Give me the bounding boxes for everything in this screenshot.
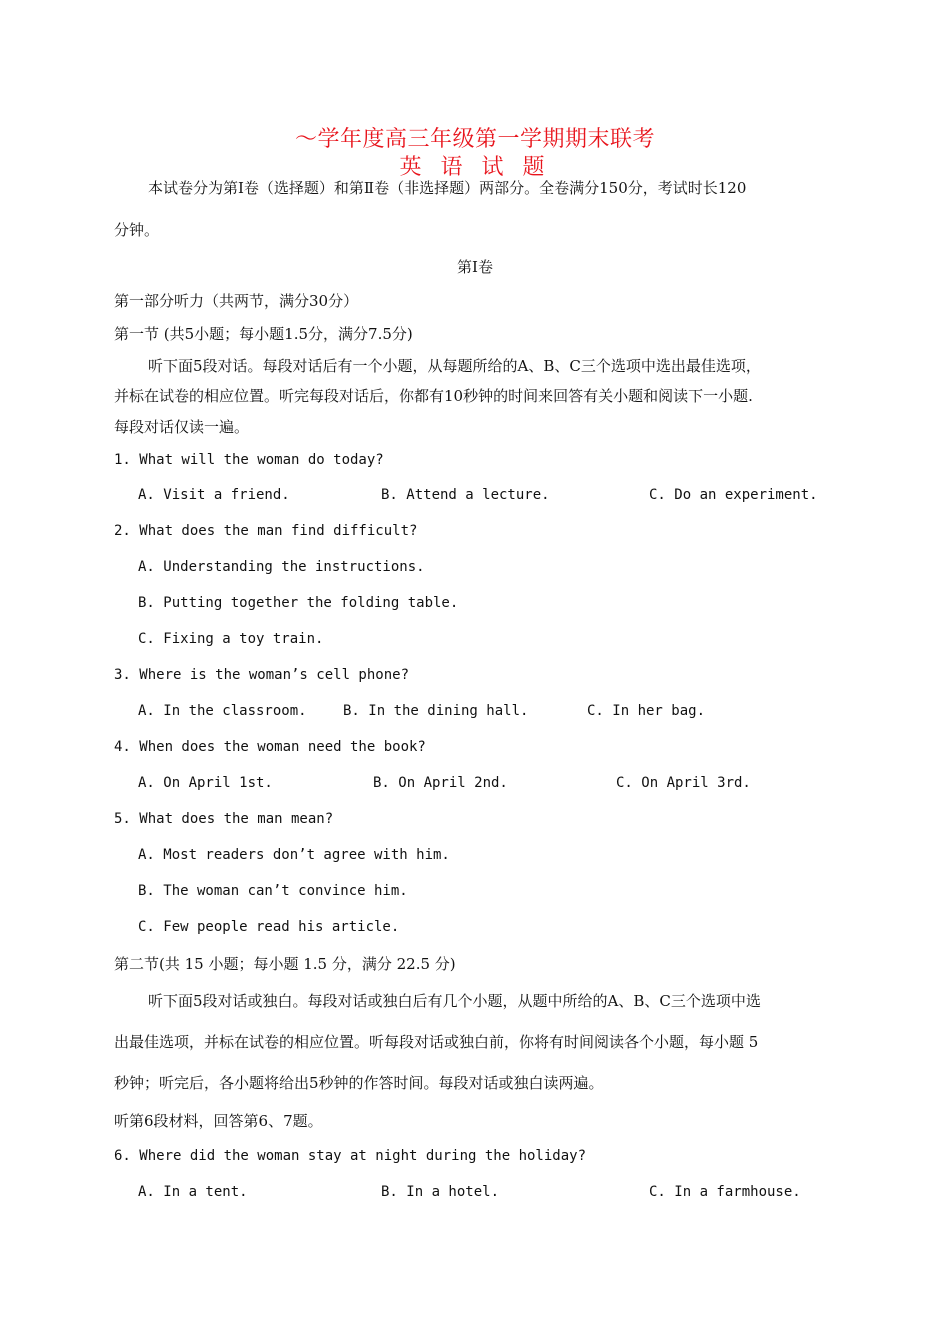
part1-title: 第一部分听力（共两节，满分30分） [114, 292, 359, 310]
option: C. Fixing a toy train. [138, 631, 324, 647]
option: A. In a tent. [138, 1184, 248, 1200]
option: B. The woman can’t convince him. [138, 883, 408, 899]
question-stem: 2. What does the man find difficult? [114, 523, 418, 539]
exam-subtitle: 英 语 试 题 [399, 155, 551, 180]
section2-instructions-3: 秒钟；听完后，各小题将给出5秒钟的作答时间。每段对话或独白读两遍。 [114, 1074, 604, 1092]
option: C. On April 3rd. [616, 775, 751, 791]
option: B. In a hotel. [381, 1184, 500, 1200]
section1-instructions-2: 并标在试卷的相应位置。听完每段对话后，你都有10秒钟的时间来回答有关小题和阅读下一小题. [114, 387, 753, 405]
intro-line-2: 分钟。 [114, 221, 160, 239]
intro-line-1: 本试卷分为第Ⅰ卷（选择题）和第Ⅱ卷（非选择题）两部分。全卷满分150分，考试时长120 [148, 179, 747, 197]
option: B. In the dining hall. [343, 703, 529, 719]
option: C. Few people read his article. [138, 919, 400, 935]
question-stem: 1. What will the woman do today? [114, 452, 384, 468]
volume-title: 第Ⅰ卷 [457, 258, 493, 276]
section1-instructions-1: 听下面5段对话。每段对话后有一个小题，从每题所给的A、B、C三个选项中选出最佳选项， [148, 357, 761, 375]
option: C. Do an experiment. [649, 487, 818, 503]
option: A. On April 1st. [138, 775, 273, 791]
material-instruction: 听第6段材料，回答第6、7题。 [114, 1112, 323, 1130]
option: B. Attend a lecture. [381, 487, 550, 503]
question-stem: 3. Where is the woman’s cell phone? [114, 667, 410, 683]
option: C. In her bag. [587, 703, 706, 719]
option: A. In the classroom. [138, 703, 307, 719]
section2-title: 第二节(共 15 小题；每小题 1.5 分，满分 22.5 分) [114, 955, 456, 973]
option: A. Most readers don’t agree with him. [138, 847, 450, 863]
option: C. In a farmhouse. [649, 1184, 801, 1200]
option: A. Understanding the instructions. [138, 559, 425, 575]
question-stem: 6. Where did the woman stay at night during the holiday? [114, 1148, 587, 1164]
question-stem: 5. What does the man mean? [114, 811, 334, 827]
option: B. On April 2nd. [373, 775, 508, 791]
section2-instructions-1: 听下面5段对话或独白。每段对话或独白后有几个小题，从题中所给的A、B、C三个选项中选 [148, 992, 761, 1010]
section2-instructions-2: 出最佳选项，并标在试卷的相应位置。听每段对话或独白前，你将有时间阅读各个小题，每小题 5 [114, 1033, 759, 1051]
option: B. Putting together the folding table. [138, 595, 459, 611]
section1-title: 第一节 (共5小题；每小题1.5分，满分7.5分) [114, 325, 413, 343]
exam-title: ～学年度高三年级第一学期期末联考 [294, 127, 655, 152]
option: A. Visit a friend. [138, 487, 290, 503]
question-stem: 4. When does the woman need the book? [114, 739, 426, 755]
section1-instructions-3: 每段对话仅读一遍。 [114, 418, 250, 436]
